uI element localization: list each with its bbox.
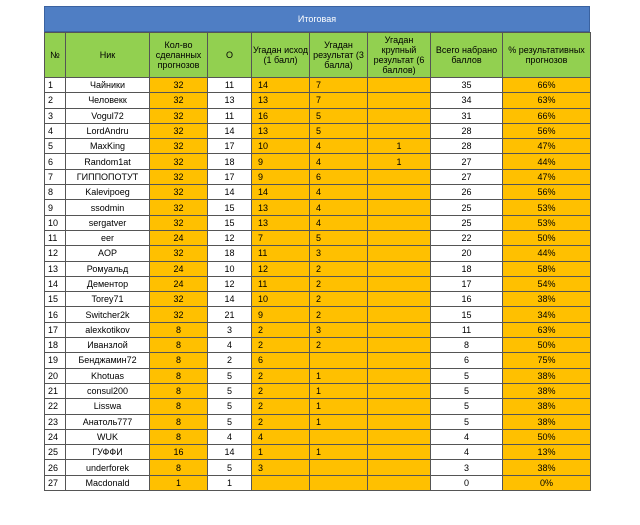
table-row bbox=[45, 445, 591, 460]
percent-cell: 75% bbox=[503, 353, 591, 368]
nick-cell: Lisswa bbox=[66, 399, 150, 414]
result-cell: 5 bbox=[310, 108, 368, 123]
table-row bbox=[45, 246, 591, 261]
header-percent: % результативных прогнозов bbox=[503, 33, 591, 78]
big-result-cell bbox=[368, 338, 431, 353]
big-result-cell bbox=[368, 399, 431, 414]
nick-cell: Torey71 bbox=[66, 292, 150, 307]
result-cell: 4 bbox=[310, 215, 368, 230]
result-cell: 1 bbox=[310, 368, 368, 383]
percent-cell: 0% bbox=[503, 475, 591, 490]
nick-cell: ssodmin bbox=[66, 200, 150, 215]
big-result-cell bbox=[368, 123, 431, 138]
big-result-cell bbox=[368, 475, 431, 490]
table-row bbox=[45, 383, 591, 398]
table-row bbox=[45, 215, 591, 230]
spreadsheet bbox=[44, 6, 590, 491]
big-result-cell bbox=[368, 169, 431, 184]
predictions-cell: 32 bbox=[150, 154, 208, 169]
percent-cell: 63% bbox=[503, 93, 591, 108]
row-number: 9 bbox=[45, 200, 66, 215]
outcome-cell: 16 bbox=[252, 108, 310, 123]
result-cell: 5 bbox=[310, 230, 368, 245]
big-result-cell bbox=[368, 307, 431, 322]
o-cell: 15 bbox=[208, 215, 252, 230]
row-number: 10 bbox=[45, 215, 66, 230]
o-cell: 2 bbox=[208, 353, 252, 368]
result-cell: 2 bbox=[310, 276, 368, 291]
big-result-cell bbox=[368, 261, 431, 276]
header-nick: Ник bbox=[66, 33, 150, 78]
predictions-cell: 32 bbox=[150, 78, 208, 93]
outcome-cell: 4 bbox=[252, 429, 310, 444]
row-number: 4 bbox=[45, 123, 66, 138]
table-row bbox=[45, 230, 591, 245]
outcome-cell: 10 bbox=[252, 139, 310, 154]
predictions-cell: 8 bbox=[150, 414, 208, 429]
row-number: 24 bbox=[45, 429, 66, 444]
result-cell: 7 bbox=[310, 93, 368, 108]
total-cell: 4 bbox=[431, 429, 503, 444]
percent-cell: 47% bbox=[503, 139, 591, 154]
row-number: 6 bbox=[45, 154, 66, 169]
big-result-cell bbox=[368, 200, 431, 215]
predictions-cell: 8 bbox=[150, 368, 208, 383]
header-result-guessed: Угадан результат (3 балла) bbox=[310, 33, 368, 78]
nick-cell: underforek bbox=[66, 460, 150, 475]
nick-cell: Khotuas bbox=[66, 368, 150, 383]
predictions-cell: 32 bbox=[150, 93, 208, 108]
table-row bbox=[45, 322, 591, 337]
predictions-cell: 32 bbox=[150, 307, 208, 322]
predictions-cell: 32 bbox=[150, 200, 208, 215]
table-row bbox=[45, 78, 591, 93]
row-number: 18 bbox=[45, 338, 66, 353]
table-row bbox=[45, 414, 591, 429]
predictions-cell: 32 bbox=[150, 169, 208, 184]
predictions-cell: 32 bbox=[150, 292, 208, 307]
result-cell: 2 bbox=[310, 261, 368, 276]
big-result-cell bbox=[368, 93, 431, 108]
predictions-cell: 8 bbox=[150, 338, 208, 353]
result-cell: 4 bbox=[310, 185, 368, 200]
o-cell: 13 bbox=[208, 93, 252, 108]
percent-cell: 56% bbox=[503, 185, 591, 200]
table-row bbox=[45, 108, 591, 123]
o-cell: 12 bbox=[208, 276, 252, 291]
total-cell: 5 bbox=[431, 414, 503, 429]
table-row bbox=[45, 307, 591, 322]
result-cell: 5 bbox=[310, 123, 368, 138]
table-row bbox=[45, 139, 591, 154]
percent-cell: 13% bbox=[503, 445, 591, 460]
nick-cell: AOP bbox=[66, 246, 150, 261]
big-result-cell bbox=[368, 460, 431, 475]
nick-cell: ГУФФИ bbox=[66, 445, 150, 460]
percent-cell: 66% bbox=[503, 78, 591, 93]
total-cell: 27 bbox=[431, 154, 503, 169]
o-cell: 14 bbox=[208, 123, 252, 138]
nick-cell: Анатоль777 bbox=[66, 414, 150, 429]
o-cell: 5 bbox=[208, 460, 252, 475]
percent-cell: 38% bbox=[503, 383, 591, 398]
percent-cell: 58% bbox=[503, 261, 591, 276]
o-cell: 14 bbox=[208, 185, 252, 200]
outcome-cell: 6 bbox=[252, 353, 310, 368]
percent-cell: 44% bbox=[503, 246, 591, 261]
percent-cell: 53% bbox=[503, 215, 591, 230]
outcome-cell: 3 bbox=[252, 460, 310, 475]
o-cell: 5 bbox=[208, 368, 252, 383]
percent-cell: 47% bbox=[503, 169, 591, 184]
total-cell: 6 bbox=[431, 353, 503, 368]
row-number: 1 bbox=[45, 78, 66, 93]
total-cell: 11 bbox=[431, 322, 503, 337]
result-cell: 6 bbox=[310, 169, 368, 184]
total-cell: 5 bbox=[431, 383, 503, 398]
nick-cell: sergatver bbox=[66, 215, 150, 230]
o-cell: 18 bbox=[208, 154, 252, 169]
nick-cell: MaxKing bbox=[66, 139, 150, 154]
total-cell: 25 bbox=[431, 215, 503, 230]
o-cell: 21 bbox=[208, 307, 252, 322]
nick-cell: Random1at bbox=[66, 154, 150, 169]
total-cell: 4 bbox=[431, 445, 503, 460]
header-predictions-count: Кол-во сделанных прогнозов bbox=[150, 33, 208, 78]
o-cell: 15 bbox=[208, 200, 252, 215]
table-row bbox=[45, 353, 591, 368]
big-result-cell bbox=[368, 230, 431, 245]
row-number: 22 bbox=[45, 399, 66, 414]
o-cell: 5 bbox=[208, 414, 252, 429]
row-number: 26 bbox=[45, 460, 66, 475]
outcome-cell: 9 bbox=[252, 169, 310, 184]
result-cell: 2 bbox=[310, 292, 368, 307]
table-row bbox=[45, 292, 591, 307]
row-number: 13 bbox=[45, 261, 66, 276]
row-number: 11 bbox=[45, 230, 66, 245]
table-row bbox=[45, 185, 591, 200]
table-row bbox=[45, 200, 591, 215]
result-cell: 3 bbox=[310, 246, 368, 261]
percent-cell: 44% bbox=[503, 154, 591, 169]
total-cell: 22 bbox=[431, 230, 503, 245]
result-cell: 1 bbox=[310, 399, 368, 414]
outcome-cell: 9 bbox=[252, 307, 310, 322]
sheet-title: Итоговая bbox=[44, 6, 590, 32]
predictions-cell: 24 bbox=[150, 261, 208, 276]
o-cell: 4 bbox=[208, 429, 252, 444]
header-total-points: Всего набрано баллов bbox=[431, 33, 503, 78]
table-row bbox=[45, 338, 591, 353]
row-number: 3 bbox=[45, 108, 66, 123]
big-result-cell bbox=[368, 246, 431, 261]
row-number: 14 bbox=[45, 276, 66, 291]
big-result-cell bbox=[368, 108, 431, 123]
nick-cell: Иванзлой bbox=[66, 338, 150, 353]
total-cell: 5 bbox=[431, 399, 503, 414]
row-number: 12 bbox=[45, 246, 66, 261]
o-cell: 14 bbox=[208, 292, 252, 307]
nick-cell: Vogul72 bbox=[66, 108, 150, 123]
total-cell: 25 bbox=[431, 200, 503, 215]
predictions-cell: 8 bbox=[150, 353, 208, 368]
nick-cell: Человекк bbox=[66, 93, 150, 108]
row-number: 19 bbox=[45, 353, 66, 368]
big-result-cell bbox=[368, 322, 431, 337]
predictions-cell: 1 bbox=[150, 475, 208, 490]
table-row bbox=[45, 368, 591, 383]
header-outcome-guessed: Угадан исход (1 балл) bbox=[252, 33, 310, 78]
result-cell bbox=[310, 353, 368, 368]
total-cell: 0 bbox=[431, 475, 503, 490]
nick-cell: ГИППОПОТУТ bbox=[66, 169, 150, 184]
percent-cell: 38% bbox=[503, 399, 591, 414]
result-cell: 4 bbox=[310, 154, 368, 169]
total-cell: 27 bbox=[431, 169, 503, 184]
big-result-cell bbox=[368, 414, 431, 429]
total-cell: 28 bbox=[431, 123, 503, 138]
table-row bbox=[45, 475, 591, 490]
percent-cell: 38% bbox=[503, 292, 591, 307]
total-cell: 26 bbox=[431, 185, 503, 200]
o-cell: 5 bbox=[208, 399, 252, 414]
predictions-cell: 8 bbox=[150, 429, 208, 444]
nick-cell: WUK bbox=[66, 429, 150, 444]
percent-cell: 56% bbox=[503, 123, 591, 138]
big-result-cell bbox=[368, 368, 431, 383]
big-result-cell bbox=[368, 353, 431, 368]
o-cell: 14 bbox=[208, 445, 252, 460]
big-result-cell bbox=[368, 383, 431, 398]
table-row bbox=[45, 123, 591, 138]
header-big-result-guessed: Угадан крупный результат (6 баллов) bbox=[368, 33, 431, 78]
result-cell: 7 bbox=[310, 78, 368, 93]
outcome-cell: 2 bbox=[252, 338, 310, 353]
outcome-cell: 14 bbox=[252, 185, 310, 200]
outcome-cell: 7 bbox=[252, 230, 310, 245]
big-result-cell bbox=[368, 215, 431, 230]
predictions-cell: 8 bbox=[150, 399, 208, 414]
percent-cell: 38% bbox=[503, 460, 591, 475]
outcome-cell: 2 bbox=[252, 414, 310, 429]
results-table bbox=[44, 32, 591, 491]
o-cell: 10 bbox=[208, 261, 252, 276]
header-row bbox=[45, 33, 591, 78]
o-cell: 11 bbox=[208, 108, 252, 123]
o-cell: 17 bbox=[208, 139, 252, 154]
total-cell: 18 bbox=[431, 261, 503, 276]
total-cell: 20 bbox=[431, 246, 503, 261]
outcome-cell: 2 bbox=[252, 383, 310, 398]
total-cell: 35 bbox=[431, 78, 503, 93]
outcome-cell: 9 bbox=[252, 154, 310, 169]
outcome-cell: 2 bbox=[252, 399, 310, 414]
result-cell: 4 bbox=[310, 139, 368, 154]
outcome-cell bbox=[252, 475, 310, 490]
big-result-cell bbox=[368, 429, 431, 444]
outcome-cell: 12 bbox=[252, 261, 310, 276]
big-result-cell bbox=[368, 78, 431, 93]
nick-cell: eer bbox=[66, 230, 150, 245]
total-cell: 17 bbox=[431, 276, 503, 291]
table-row bbox=[45, 154, 591, 169]
big-result-cell: 1 bbox=[368, 139, 431, 154]
outcome-cell: 2 bbox=[252, 368, 310, 383]
result-cell: 2 bbox=[310, 307, 368, 322]
row-number: 27 bbox=[45, 475, 66, 490]
table-row bbox=[45, 429, 591, 444]
percent-cell: 34% bbox=[503, 307, 591, 322]
header-number: № bbox=[45, 33, 66, 78]
predictions-cell: 16 bbox=[150, 445, 208, 460]
outcome-cell: 13 bbox=[252, 123, 310, 138]
predictions-cell: 32 bbox=[150, 246, 208, 261]
predictions-cell: 32 bbox=[150, 123, 208, 138]
table-row bbox=[45, 399, 591, 414]
o-cell: 11 bbox=[208, 78, 252, 93]
percent-cell: 66% bbox=[503, 108, 591, 123]
total-cell: 34 bbox=[431, 93, 503, 108]
table-row bbox=[45, 93, 591, 108]
table-row bbox=[45, 261, 591, 276]
total-cell: 28 bbox=[431, 139, 503, 154]
big-result-cell: 1 bbox=[368, 154, 431, 169]
nick-cell: Kalevipoeg bbox=[66, 185, 150, 200]
predictions-cell: 8 bbox=[150, 460, 208, 475]
result-cell bbox=[310, 460, 368, 475]
row-number: 7 bbox=[45, 169, 66, 184]
predictions-cell: 24 bbox=[150, 276, 208, 291]
predictions-cell: 8 bbox=[150, 322, 208, 337]
total-cell: 31 bbox=[431, 108, 503, 123]
row-number: 8 bbox=[45, 185, 66, 200]
outcome-cell: 10 bbox=[252, 292, 310, 307]
o-cell: 3 bbox=[208, 322, 252, 337]
percent-cell: 50% bbox=[503, 338, 591, 353]
outcome-cell: 13 bbox=[252, 215, 310, 230]
o-cell: 4 bbox=[208, 338, 252, 353]
row-number: 15 bbox=[45, 292, 66, 307]
outcome-cell: 2 bbox=[252, 322, 310, 337]
big-result-cell bbox=[368, 185, 431, 200]
percent-cell: 50% bbox=[503, 230, 591, 245]
percent-cell: 50% bbox=[503, 429, 591, 444]
nick-cell: alexkotikov bbox=[66, 322, 150, 337]
row-number: 23 bbox=[45, 414, 66, 429]
total-cell: 15 bbox=[431, 307, 503, 322]
predictions-cell: 24 bbox=[150, 230, 208, 245]
outcome-cell: 13 bbox=[252, 200, 310, 215]
result-cell: 2 bbox=[310, 338, 368, 353]
result-cell: 1 bbox=[310, 445, 368, 460]
row-number: 5 bbox=[45, 139, 66, 154]
result-cell: 1 bbox=[310, 414, 368, 429]
total-cell: 16 bbox=[431, 292, 503, 307]
percent-cell: 54% bbox=[503, 276, 591, 291]
predictions-cell: 32 bbox=[150, 215, 208, 230]
big-result-cell bbox=[368, 445, 431, 460]
o-cell: 18 bbox=[208, 246, 252, 261]
percent-cell: 38% bbox=[503, 368, 591, 383]
nick-cell: LordAndru bbox=[66, 123, 150, 138]
outcome-cell: 14 bbox=[252, 78, 310, 93]
row-number: 21 bbox=[45, 383, 66, 398]
row-number: 16 bbox=[45, 307, 66, 322]
outcome-cell: 1 bbox=[252, 445, 310, 460]
table-row bbox=[45, 276, 591, 291]
result-cell: 3 bbox=[310, 322, 368, 337]
row-number: 2 bbox=[45, 93, 66, 108]
predictions-cell: 32 bbox=[150, 185, 208, 200]
predictions-cell: 32 bbox=[150, 139, 208, 154]
result-cell bbox=[310, 475, 368, 490]
big-result-cell bbox=[368, 292, 431, 307]
o-cell: 5 bbox=[208, 383, 252, 398]
nick-cell: Ромуальд bbox=[66, 261, 150, 276]
total-cell: 5 bbox=[431, 368, 503, 383]
nick-cell: Macdonald bbox=[66, 475, 150, 490]
big-result-cell bbox=[368, 276, 431, 291]
table-row bbox=[45, 169, 591, 184]
header-o: О bbox=[208, 33, 252, 78]
nick-cell: Дементор bbox=[66, 276, 150, 291]
row-number: 25 bbox=[45, 445, 66, 460]
nick-cell: Чайники bbox=[66, 78, 150, 93]
nick-cell: consul200 bbox=[66, 383, 150, 398]
result-cell: 4 bbox=[310, 200, 368, 215]
percent-cell: 53% bbox=[503, 200, 591, 215]
result-cell: 1 bbox=[310, 383, 368, 398]
o-cell: 12 bbox=[208, 230, 252, 245]
outcome-cell: 11 bbox=[252, 246, 310, 261]
result-cell bbox=[310, 429, 368, 444]
row-number: 20 bbox=[45, 368, 66, 383]
total-cell: 3 bbox=[431, 460, 503, 475]
nick-cell: Бенджамин72 bbox=[66, 353, 150, 368]
table-row bbox=[45, 460, 591, 475]
outcome-cell: 11 bbox=[252, 276, 310, 291]
total-cell: 8 bbox=[431, 338, 503, 353]
percent-cell: 63% bbox=[503, 322, 591, 337]
row-number: 17 bbox=[45, 322, 66, 337]
predictions-cell: 8 bbox=[150, 383, 208, 398]
nick-cell: Switcher2k bbox=[66, 307, 150, 322]
outcome-cell: 13 bbox=[252, 93, 310, 108]
o-cell: 17 bbox=[208, 169, 252, 184]
predictions-cell: 32 bbox=[150, 108, 208, 123]
percent-cell: 38% bbox=[503, 414, 591, 429]
o-cell: 1 bbox=[208, 475, 252, 490]
